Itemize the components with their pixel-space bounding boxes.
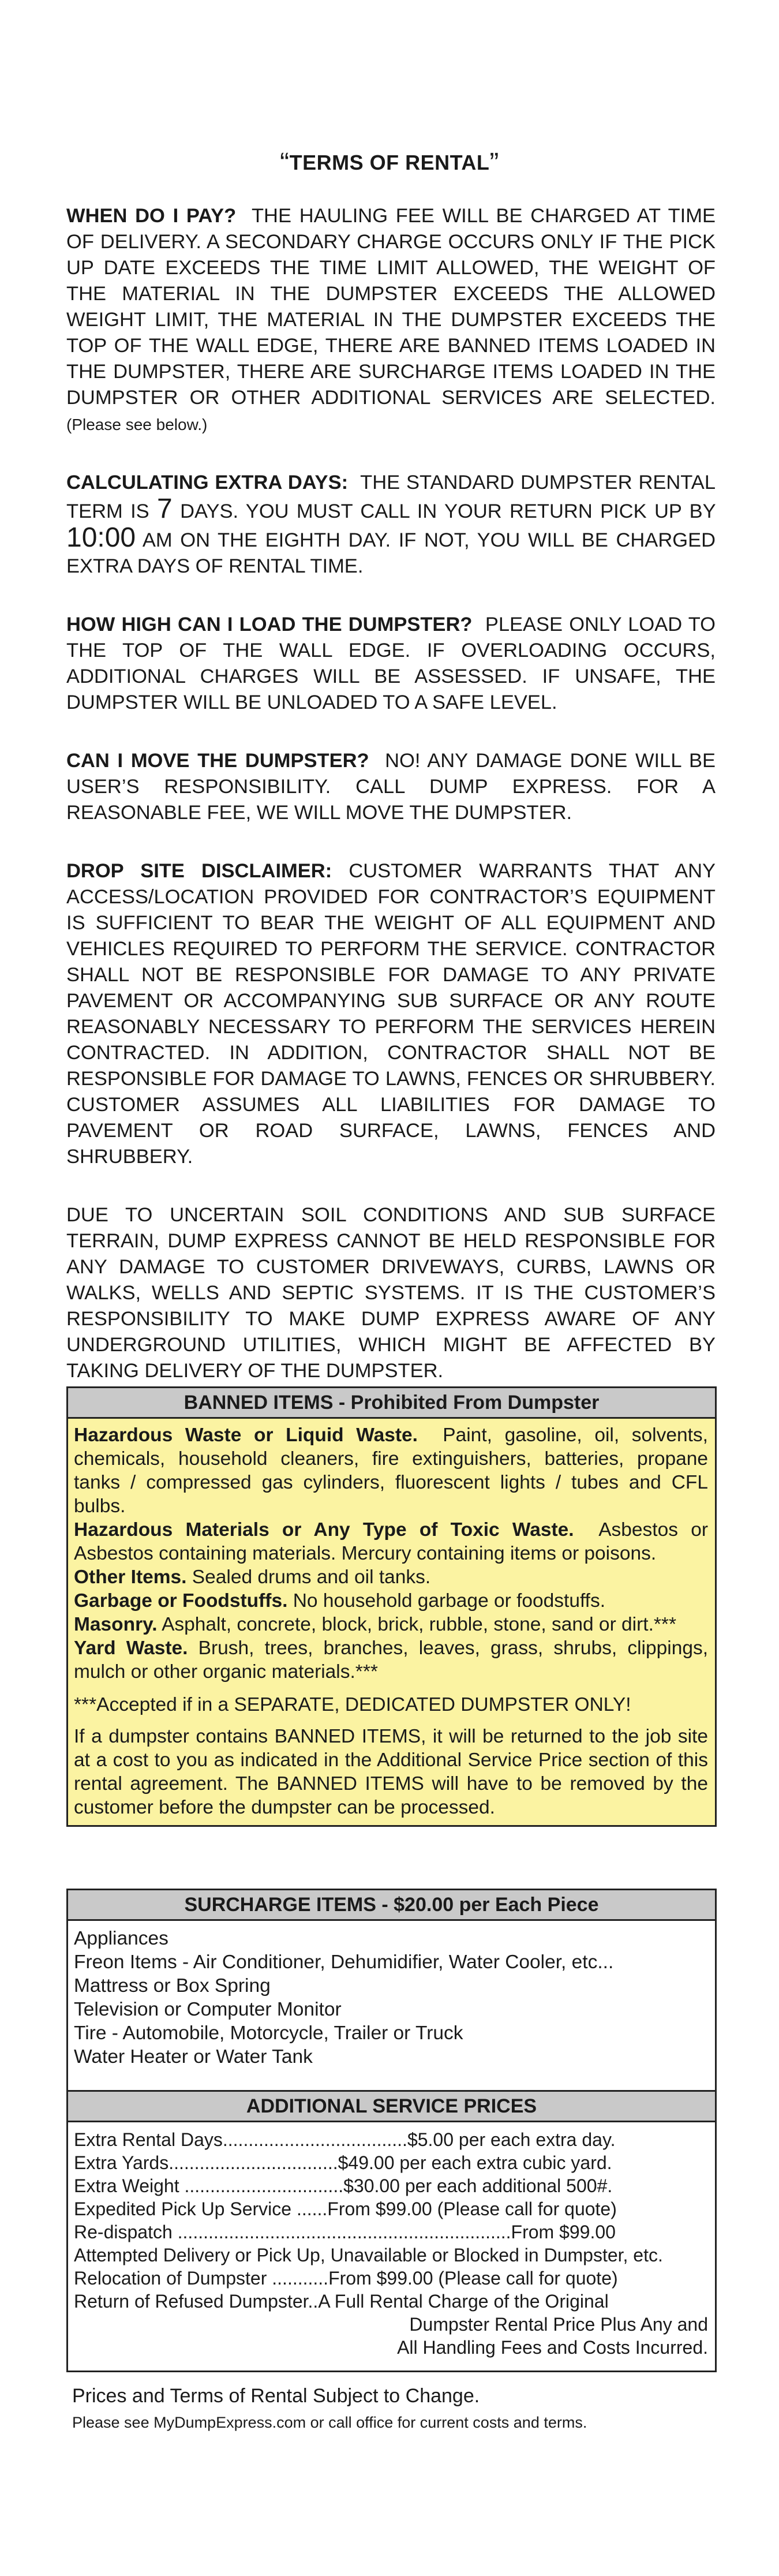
- banned-item-title: Yard Waste.: [74, 1637, 188, 1659]
- surcharge-items-box: [66, 1889, 717, 2095]
- section-text: NO! ANY DAMAGE DONE WILL BE USER’S RESPONSIBILITY. CALL DUMP EXPRESS. FOR A REASONABLE FEE, WE WILL MOVE THE DUMPSTER.: [66, 750, 716, 824]
- service-row-continuation: Dumpster Rental Price Plus Any and: [409, 2314, 708, 2335]
- rental-days-value: 7: [157, 493, 173, 524]
- service-row: Re-dispatch .................................................................From $99.00: [74, 2222, 616, 2242]
- banned-item-text: Asbestos or Asbestos containing materials. Mercury containing items or poisons.: [74, 1519, 708, 1564]
- section-extra-days: [66, 470, 716, 579]
- banned-item-title: Masonry.: [74, 1614, 158, 1635]
- section-heading: WHEN DO I PAY?: [66, 205, 237, 227]
- banned-item-title: Hazardous Waste or Liquid Waste.: [74, 1425, 418, 1446]
- section-note: (Please see below.): [66, 416, 208, 433]
- open-quote: “: [280, 148, 290, 178]
- banned-item-title: Garbage or Foodstuffs.: [74, 1590, 288, 1612]
- list-item: Water Heater or Water Tank: [74, 2046, 313, 2067]
- banned-item-text: Sealed drums and oil tanks.: [192, 1566, 431, 1588]
- banned-item-text: No household garbage or foodstuffs.: [293, 1590, 606, 1612]
- banned-item: [74, 1636, 708, 1684]
- section-heading: HOW HIGH CAN I LOAD THE DUMPSTER?: [66, 614, 473, 635]
- section-text: PLEASE ONLY LOAD TO THE TOP OF THE WALL EDGE. IF OVERLOADING OCCURS, ADDITIONAL CHARGES WILL BE ASSESSED. IF UNSAFE, THE DUMPSTER WILL BE UNLOADED TO A SAFE LEVEL.: [66, 614, 716, 713]
- banned-item: [74, 1518, 708, 1565]
- banned-item: [74, 1565, 708, 1589]
- section-soil-conditions: [66, 1202, 716, 1384]
- service-row: Attempted Delivery or Pick Up, Unavailable or Blocked in Dumpster, etc.: [74, 2245, 663, 2265]
- section-text: THE STANDARD DUMPSTER RENTAL TERM IS: [66, 472, 716, 522]
- banned-item-text: Paint, gasoline, oil, solvents, chemicals, household cleaners, fire extinguishers, batteries, propane tanks / compressed gas cylinders, fluorescent lights / tubes and CFL bulbs.: [74, 1425, 708, 1517]
- section-text: CUSTOMER WARRANTS THAT ANY ACCESS/LOCATION PROVIDED FOR CONTRACTOR’S EQUIPMENT IS SUFFICIENT TO BEAR THE WEIGHT OF ALL EQUIPMENT AND VEHICLES REQUIRED TO PERFORM THE SERVICE. CONTRACTOR SHALL NOT BE RESPONSIBLE FOR DAMAGE TO ANY PRIVATE PAVEMENT OR ACCOMPANYING SUB SURFACE OR ANY ROUTE REASONABLY NECESSARY TO PERFORM THE SERVICES HEREIN CONTRACTED. IN ADDITION, CONTRACTOR SHALL NOT BE RESPONSIBLE FOR DAMAGE TO LAWNS, FENCES OR SHRUBBERY. CUSTOMER ASSUMES ALL LIABILITIES FOR DAMAGE TO PAVEMENT OR ROAD SURFACE, LAWNS, FENCES AND SHRUBBERY.: [66, 860, 716, 1168]
- separate-dumpster-note: ***Accepted if in a SEPARATE, DEDICATED DUMPSTER ONLY!: [74, 1694, 631, 1715]
- list-item: Mattress or Box Spring: [74, 1975, 271, 1997]
- section-when-pay: [66, 203, 716, 438]
- service-row: Relocation of Dumpster ...........From $99.00 (Please call for quote): [74, 2268, 618, 2289]
- banned-items-box: [66, 1386, 717, 1827]
- footer-website-note: Please see MyDumpExpress.com or call office for current costs and terms.: [72, 2414, 587, 2431]
- section-text: DUE TO UNCERTAIN SOIL CONDITIONS AND SUB SURFACE TERRAIN, DUMP EXPRESS CANNOT BE HELD RESPONSIBLE FOR ANY DAMAGE TO CUSTOMER DRIVEWAYS, CURBS, LAWNS OR WALKS, WELLS AND SEPTIC SYSTEMS. IT IS THE CUSTOMER’S RESPONSIBILITY TO MAKE DUMP EXPRESS AWARE OF ANY UNDERGROUND UTILITIES, WHICH MIGHT BE AFFECTED BY TAKING DELIVERY OF THE DUMPSTER.: [66, 1204, 716, 1382]
- list-item: Freon Items - Air Conditioner, Dehumidifier, Water Cooler, etc...: [74, 1951, 614, 1973]
- banned-items-body: [68, 1419, 715, 1825]
- section-text: DAYS. YOU MUST CALL IN YOUR RETURN PICK UP BY: [180, 500, 716, 522]
- service-price-list: [68, 2122, 715, 2371]
- section-move-dumpster: [66, 748, 716, 826]
- surcharge-items-header: SURCHARGE ITEMS - $20.00 per Each Piece: [68, 1890, 715, 1921]
- close-quote: ”: [489, 148, 499, 178]
- section-heading: DROP SITE DISCLAIMER:: [66, 860, 332, 882]
- banned-item-title: Hazardous Materials or Any Type of Toxic Waste.: [74, 1519, 574, 1541]
- banned-item-text: Brush, trees, branches, leaves, grass, shrubs, clippings, mulch or other organic materials.***: [74, 1637, 709, 1683]
- additional-services-header: ADDITIONAL SERVICE PRICES: [68, 2092, 715, 2122]
- service-row: Extra Rental Days....................................$5.00 per each extra day.: [74, 2129, 616, 2150]
- service-row: Return of Refused Dumpster..A Full Rental Charge of the Original: [74, 2291, 609, 2312]
- service-row: Expedited Pick Up Service ......From $99.00 (Please call for quote): [74, 2199, 617, 2219]
- service-row-continuation: All Handling Fees and Costs Incurred.: [397, 2337, 708, 2358]
- section-load-height: [66, 612, 716, 716]
- pickup-time-value: 10:00: [66, 522, 136, 553]
- service-row: Extra Yards.................................$49.00 per each extra cubic yard.: [74, 2152, 612, 2173]
- banned-item: [74, 1589, 708, 1613]
- list-item: Tire - Automobile, Motorcycle, Trailer or Truck: [74, 2022, 463, 2044]
- list-item: Television or Computer Monitor: [74, 1999, 342, 2020]
- terms-body: [66, 203, 716, 1416]
- banned-return-policy: If a dumpster contains BANNED ITEMS, it will be returned to the job site at a cost to you as indicated in the Additional Service Price section of this rental agreement. The BANNED ITEMS will have to be removed by the customer before the dumpster can be processed.: [74, 1726, 708, 1818]
- banned-items-header: BANNED ITEMS - Prohibited From Dumpster: [68, 1388, 715, 1419]
- additional-services-box: [66, 2090, 717, 2372]
- page-title: [0, 147, 779, 179]
- section-heading: CAN I MOVE THE DUMPSTER?: [66, 750, 369, 772]
- banned-item-text: Asphalt, concrete, block, brick, rubble, stone, sand or dirt.***: [162, 1614, 676, 1635]
- surcharge-items-list: [68, 1921, 715, 2093]
- banned-item: [74, 1423, 708, 1518]
- service-row: Extra Weight ...............................$30.00 per each additional 500#.: [74, 2175, 613, 2196]
- section-text: AM ON THE EIGHTH DAY. IF NOT, YOU WILL BE CHARGED EXTRA DAYS OF RENTAL TIME.: [66, 529, 716, 577]
- title-text: TERMS OF RENTAL: [289, 151, 490, 174]
- section-drop-site-disclaimer: [66, 858, 716, 1170]
- section-text: THE HAULING FEE WILL BE CHARGED AT TIME OF DELIVERY. A SECONDARY CHARGE OCCURS ONLY IF THE PICK UP DATE EXCEEDS THE TIME LIMIT ALLOWED, THE WEIGHT OF THE MATERIAL IN THE DUMPSTER EXCEEDS THE ALLOWED WEIGHT LIMIT, THE MATERIAL IN THE DUMPSTER EXCEEDS THE TOP OF THE WALL EDGE, THERE ARE BANNED ITEMS LOADED IN THE DUMPSTER, THERE ARE SURCHARGE ITEMS LOADED IN THE DUMPSTER OR OTHER ADDITIONAL SERVICES ARE SELECTED.: [66, 205, 716, 409]
- list-item: Appliances: [74, 1928, 168, 1949]
- banned-item-title: Other Items.: [74, 1566, 187, 1588]
- section-heading: CALCULATING EXTRA DAYS:: [66, 472, 349, 493]
- banned-item: [74, 1613, 708, 1636]
- footer-price-change-notice: Prices and Terms of Rental Subject to Change.: [72, 2385, 480, 2407]
